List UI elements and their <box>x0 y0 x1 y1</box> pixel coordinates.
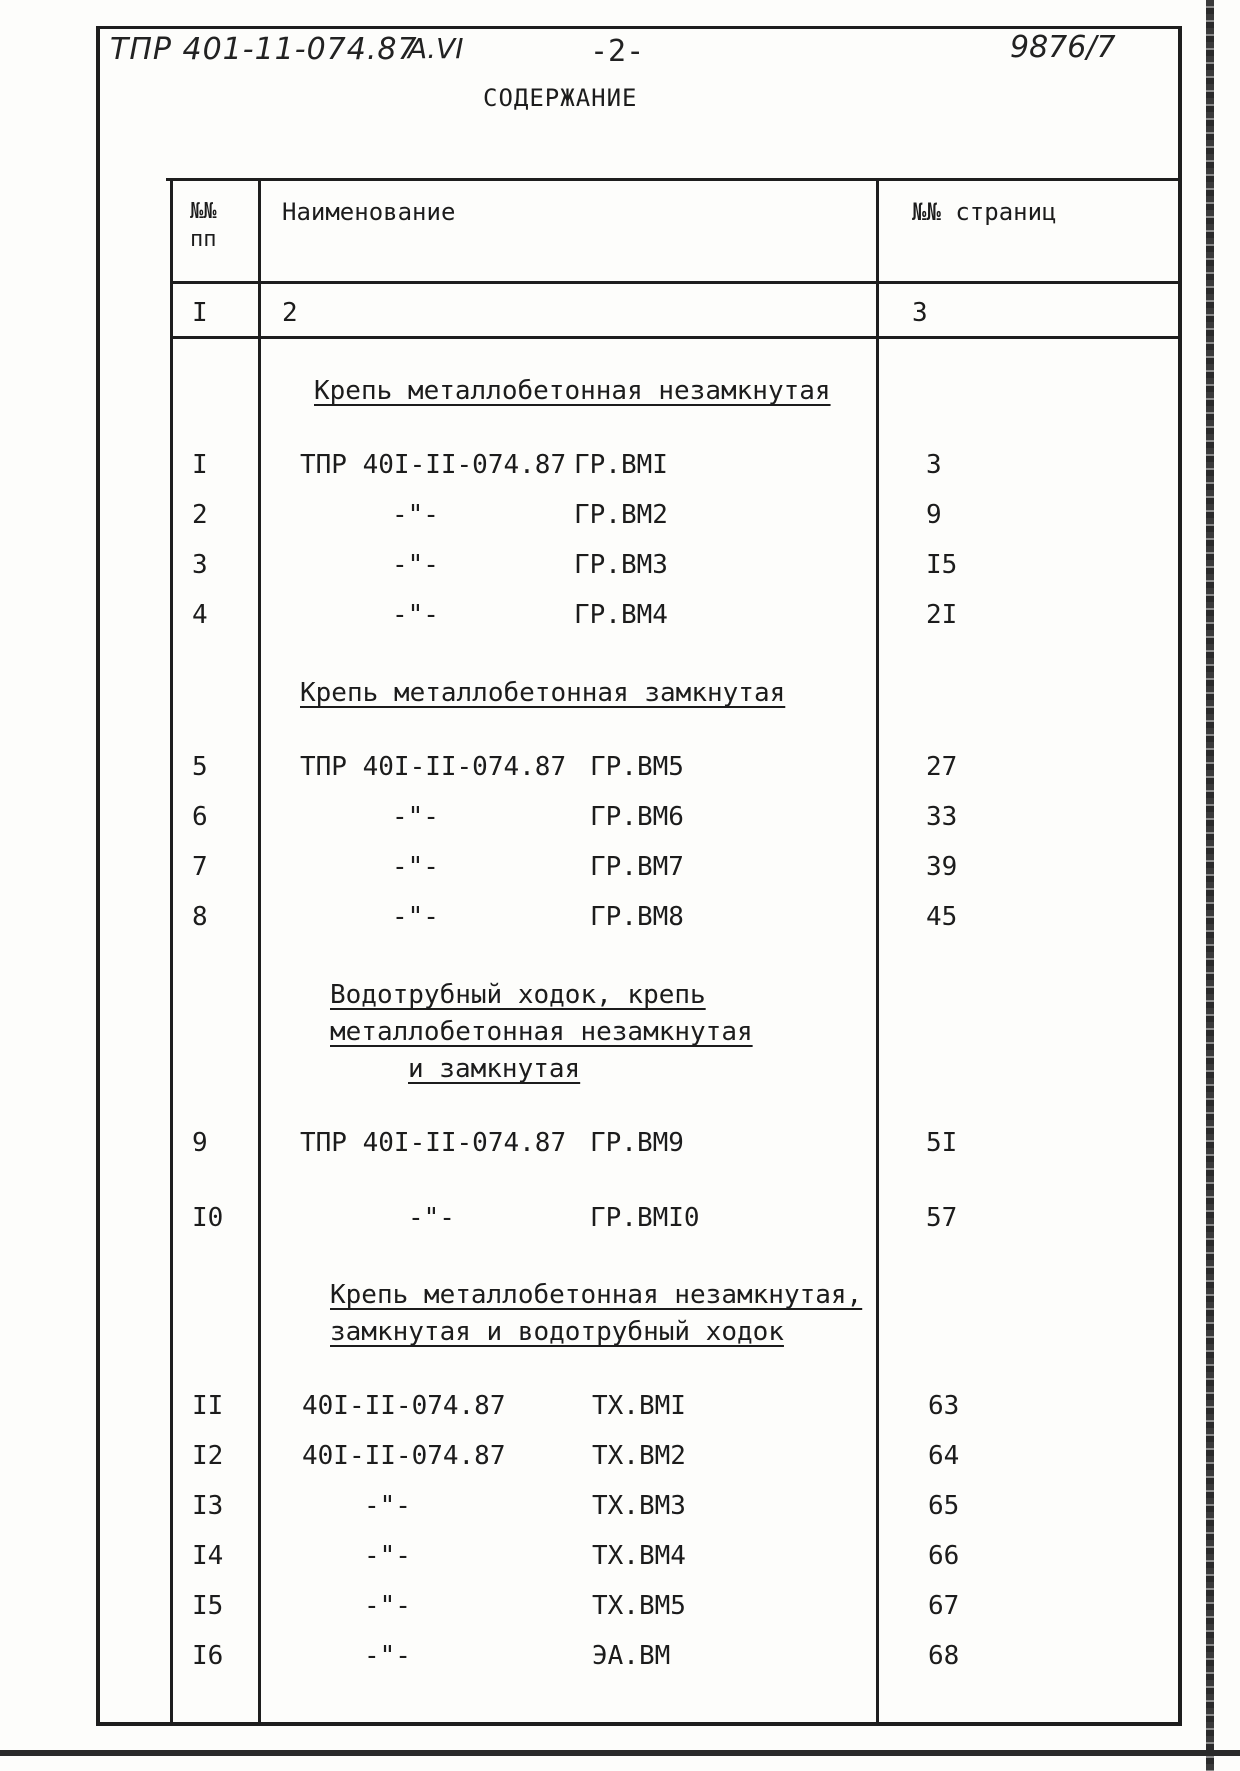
row-document: ТПР 40I-II-074.87 <box>300 752 567 782</box>
row-page: 68 <box>928 1641 960 1671</box>
row-number: 4 <box>192 600 208 630</box>
row-mark: ГР.ВМ7 <box>590 852 684 882</box>
scan-edge-bottom <box>0 1750 1240 1756</box>
scan-edge-right <box>1206 0 1214 1771</box>
row-mark: ГР.ВМ4 <box>574 600 668 630</box>
row-document: ТПР 40I-II-074.87 <box>300 450 567 480</box>
inventory-number: 9876/7 <box>1010 30 1116 65</box>
row-document: -"- <box>364 1591 411 1621</box>
row-number: 5 <box>192 752 208 782</box>
row-page: I5 <box>926 550 958 580</box>
row-number: 9 <box>192 1128 208 1158</box>
row-mark: ТХ.ВМ3 <box>592 1491 686 1521</box>
table-left-line <box>170 178 173 1726</box>
row-page: 39 <box>926 852 958 882</box>
row-number: I2 <box>192 1441 224 1471</box>
row-page: 5I <box>926 1128 958 1158</box>
row-number: 8 <box>192 902 208 932</box>
row-number: 2 <box>192 500 208 530</box>
section-heading: и замкнутая <box>408 1054 581 1084</box>
row-page: 33 <box>926 802 958 832</box>
col-header-pages: №№ страниц <box>912 198 1057 226</box>
row-mark: ГР.ВМ9 <box>590 1128 684 1158</box>
col-number-3: 3 <box>912 298 928 328</box>
row-page: 64 <box>928 1441 960 1471</box>
album-number: А.VI <box>408 32 464 65</box>
row-number: II <box>192 1391 224 1421</box>
row-document: -"- <box>392 500 439 530</box>
row-mark: ГР.ВМ3 <box>574 550 668 580</box>
row-page: 27 <box>926 752 958 782</box>
col-header-number: №№ пп <box>190 199 217 252</box>
row-document: 40I-II-074.87 <box>302 1391 506 1421</box>
row-number: I6 <box>192 1641 224 1671</box>
table-top-line <box>166 178 1182 181</box>
row-number: 7 <box>192 852 208 882</box>
col-number-1: I <box>192 298 208 328</box>
row-number: 6 <box>192 802 208 832</box>
row-mark: ГР.ВМ2 <box>574 500 668 530</box>
row-document: 40I-II-074.87 <box>302 1441 506 1471</box>
section-heading: Крепь металлобетонная незамкнутая, <box>330 1280 863 1310</box>
section-heading: замкнутая и водотрубный ходок <box>330 1317 784 1347</box>
row-mark: ЭА.ВМ <box>592 1641 671 1671</box>
row-mark: ГР.ВМ6 <box>590 802 684 832</box>
section-heading: металлобетонная незамкнутая <box>330 1017 753 1047</box>
row-number: I0 <box>192 1203 224 1233</box>
row-page: 45 <box>926 902 958 932</box>
row-document: -"- <box>364 1641 411 1671</box>
col-number-2: 2 <box>282 298 298 328</box>
section-heading: Крепь металлобетонная замкнутая <box>300 678 786 708</box>
document-code: ТПР 401-11-074.87 <box>110 32 418 67</box>
section-heading: Крепь металлобетонная незамкнутая <box>314 376 831 406</box>
row-mark: ТХ.ВМ2 <box>592 1441 686 1471</box>
row-mark: ТХ.ВМ4 <box>592 1541 686 1571</box>
row-document: ТПР 40I-II-074.87 <box>300 1128 567 1158</box>
row-document: -"- <box>392 550 439 580</box>
row-mark: ГР.ВМ8 <box>590 902 684 932</box>
row-number: I3 <box>192 1491 224 1521</box>
page-number: -2- <box>590 34 645 69</box>
row-page: 67 <box>928 1591 960 1621</box>
header-bottom-line <box>170 281 1182 284</box>
row-document: -"- <box>392 852 439 882</box>
row-page: 2I <box>926 600 958 630</box>
row-mark: ГР.ВМI0 <box>590 1203 700 1233</box>
row-page: 9 <box>926 500 942 530</box>
row-document: -"- <box>392 600 439 630</box>
row-mark: ГР.ВМ5 <box>590 752 684 782</box>
row-page: 65 <box>928 1491 960 1521</box>
colnum-bottom-line <box>170 336 1182 339</box>
row-page: 57 <box>926 1203 958 1233</box>
section-heading: Водотрубный ходок, крепь <box>330 980 706 1010</box>
row-page: 3 <box>926 450 942 480</box>
row-document: -"- <box>408 1203 455 1233</box>
row-document: -"- <box>364 1491 411 1521</box>
row-mark: ТХ.ВМ5 <box>592 1591 686 1621</box>
row-document: -"- <box>392 802 439 832</box>
row-number: I <box>192 450 208 480</box>
row-page: 63 <box>928 1391 960 1421</box>
row-number: I5 <box>192 1591 224 1621</box>
row-document: -"- <box>364 1541 411 1571</box>
col-header-name: Наименование <box>282 198 456 226</box>
row-mark: ГР.ВМI <box>574 450 668 480</box>
row-number: 3 <box>192 550 208 580</box>
row-mark: ТХ.ВМI <box>592 1391 686 1421</box>
col1-divider <box>258 178 261 1726</box>
row-number: I4 <box>192 1541 224 1571</box>
row-document: -"- <box>392 902 439 932</box>
page-title: СОДЕРЖАНИЕ <box>483 84 638 112</box>
col2-divider <box>876 178 879 1726</box>
row-page: 66 <box>928 1541 960 1571</box>
